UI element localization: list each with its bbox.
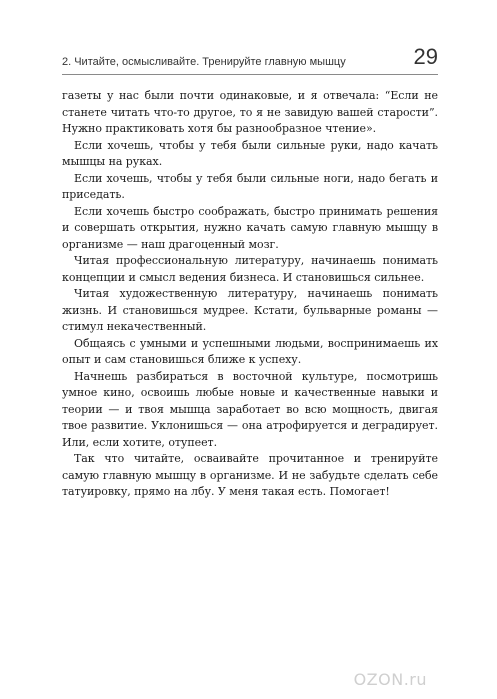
body-text bbox=[62, 88, 438, 501]
paragraph: Читая художественную литературу, начинаешь понимать жизнь. И становишься мудрее. Кстати, бульварные романы — стимул некачественный. bbox=[62, 287, 438, 333]
paragraph: газеты у нас были почти одинаковые, и я отвечала: “Если не станете читать что-то другое, то я не завидую вашей старости”. Нужно практиковать хотя бы разнообразное чтение». bbox=[62, 89, 438, 135]
ozon-watermark: OZON.ru bbox=[353, 670, 427, 689]
paragraph: Общаясь с умными и успешными людьми, воспринимаешь их опыт и сам становишься ближе к успеху. bbox=[62, 336, 438, 366]
paragraph: Если хочешь быстро соображать, быстро принимать решения и совершать открытия, нужно качать самую главную мышцу в организме — наш драгоценный мозг. bbox=[62, 204, 438, 251]
paragraph: Начнешь разбираться в восточной культуре, посмотришь умное кино, освоишь любые новые и качественные навыки и теории — и твоя мышца заработает во всю мощность, двигая твое развитие. Уклонишься — она атрофируется и деградирует. Или, если хотите, отупеет. bbox=[62, 369, 438, 449]
paragraph: Так что читайте, осваивайте прочитанное и тренируйте самую главную мышцу в организме. И не забудьте сделать себе татуировку, прямо на лбу. У меня такая есть. Помогает! bbox=[62, 452, 438, 498]
paragraph: Если хочешь, чтобы у тебя были сильные руки, надо качать мышцы на руках. bbox=[62, 138, 438, 168]
page-header bbox=[62, 38, 438, 75]
paragraph: Если хочешь, чтобы у тебя были сильные ноги, надо бегать и приседать. bbox=[62, 171, 438, 201]
running-head: 2. Читайте, осмысливайте. Тренируйте главную мышцу bbox=[62, 56, 346, 68]
page-number: 29 bbox=[413, 44, 438, 69]
paragraph: Читая профессиональную литературу, начинаешь понимать концепции и смысл ведения бизнеса. И становишься сильнее. bbox=[62, 254, 438, 284]
